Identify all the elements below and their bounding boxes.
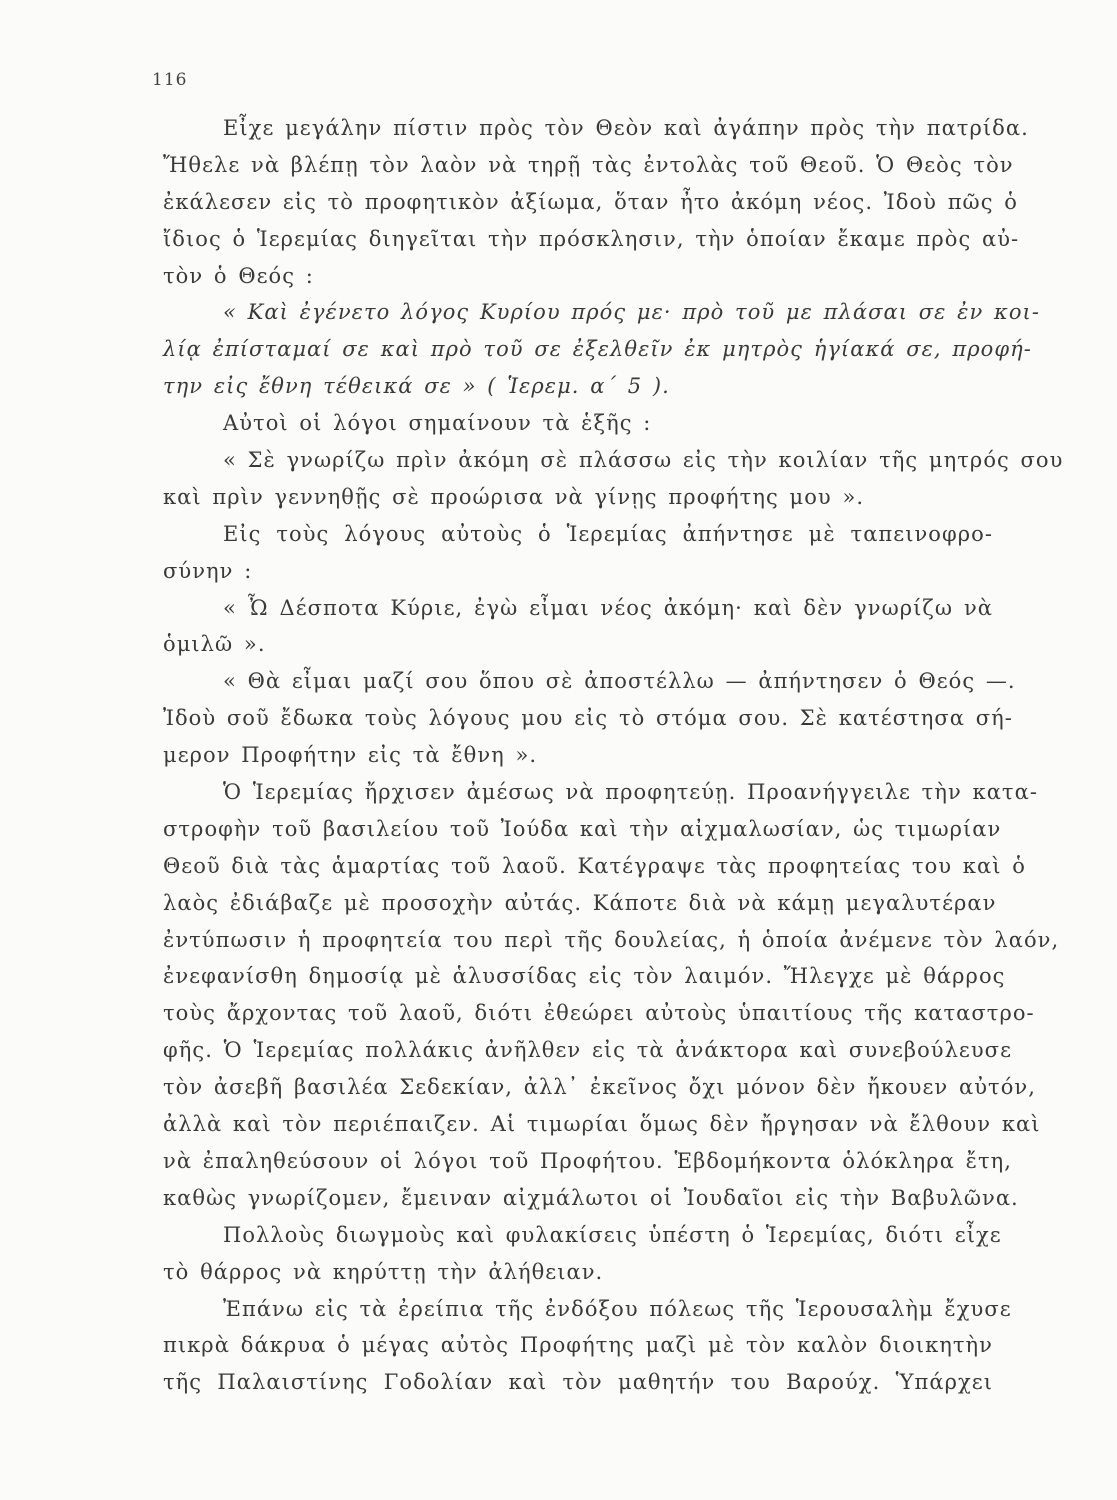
quote-line: λίᾳ ἐπίσταμαί σε καὶ πρὸ τοῦ σε ἐξελθεῖν ἐκ μητρὸς ἡγίακά σε, προφή- <box>163 337 1032 362</box>
text-line: Ἰδοὺ σοῦ ἔδωκα τοὺς λόγους μου εἰς τὸ στόμα σου. Σὲ κατέστησα σή- <box>163 706 1013 731</box>
text-line: νὰ ἐπαληθεύσουν οἱ λόγοι τοῦ Προφήτου. Ἑβδομήκοντα ὁλόκληρα ἔτη, <box>163 1148 1013 1173</box>
text-line: Ὁ Ἱερεμίας ἤρχισεν ἀμέσως νὰ προφητεύῃ. Προανήγγειλε τὴν κατα- <box>223 780 1038 805</box>
text-line: τὸν ὁ Θεός : <box>163 263 314 288</box>
page-number: 116 <box>152 70 188 90</box>
body-text <box>163 110 1064 1401</box>
text-line: τὸν ἀσεβῆ βασιλέα Σεδεκίαν, ἀλλ᾽ ἐκεῖνος ὄχι μόνον δὲν ἤκουεν αὐτόν, <box>163 1075 1036 1100</box>
text-line: λαὸς ἐδιάβαζε μὲ προσοχὴν αὐτάς. Κάποτε διὰ νὰ κάμῃ μεγαλυτέραν <box>163 890 997 915</box>
text-line: Εἰς τοὺς λόγους αὐτοὺς ὁ Ἱερεμίας ἀπήντησε μὲ ταπεινοφρο- <box>223 521 993 546</box>
text-line: φῆς. Ὁ Ἱερεμίας πολλάκις ἀνῆλθεν εἰς τὰ ἀνάκτορα καὶ συνεβούλευσε <box>163 1038 1012 1063</box>
text-line: « Σὲ γνωρίζω πρὶν ἀκόμη σὲ πλάσσω εἰς τὴν κοιλίαν τῆς μητρός σου <box>223 448 1064 473</box>
text-line: πικρὰ δάκρυα ὁ μέγας αὐτὸς Προφήτης μαζὶ μὲ τὸν καλὸν διοικητὴν <box>163 1333 993 1358</box>
text-line: « Θὰ εἶμαι μαζί σου ὅπου σὲ ἀποστέλλω — ἀπήντησεν ὁ Θεός —. <box>223 669 1016 694</box>
text-line: ἐκάλεσεν εἰς τὸ προφητικὸν ἀξίωμα, ὅταν ἦτο ἀκόμη νέος. Ἰδοὺ πῶς ὁ <box>163 189 1018 214</box>
text-line: ἐντύπωσιν ἡ προφητεία του περὶ τῆς δουλείας, ἡ ὁποία ἀνέμενε τὸν λαόν, <box>163 927 1060 952</box>
text-line: καθὼς γνωρίζομεν, ἔμειναν αἰχμάλωτοι οἱ Ἰουδαῖοι εἰς τὴν Βαβυλῶνα. <box>163 1185 1019 1210</box>
text-line: ὁμιλῶ ». <box>163 632 266 657</box>
text-line: ἴδιος ὁ Ἱερεμίας διηγεῖται τὴν πρόσκλησιν, τὴν ὁποίαν ἔκαμε πρὸς αὐ- <box>163 226 1020 251</box>
text-line: « Ὦ Δέσποτα Κύριε, ἐγὼ εἶμαι νέος ἀκόμη· καὶ δὲν γνωρίζω νὰ <box>223 595 993 620</box>
text-line: Πολλοὺς διωγμοὺς καὶ φυλακίσεις ὑπέστη ὁ Ἱερεμίας, διότι εἶχε <box>223 1222 1002 1247</box>
quote-line: την εἰς ἔθνη τέθεικά σε » ( Ἱερεμ. α΄ 5 ). <box>163 374 670 399</box>
text-line: Ἤθελε νὰ βλέπῃ τὸν λαὸν νὰ τηρῇ τὰς ἐντολὰς τοῦ Θεοῦ. Ὁ Θεὸς τὸν <box>163 152 1014 177</box>
text-line: Θεοῦ διὰ τὰς ἁμαρτίας τοῦ λαοῦ. Κατέγραψε τὰς προφητείας του καὶ ὁ <box>163 853 1026 878</box>
text-line: τῆς Παλαιστίνης Γοδολίαν καὶ τὸν μαθητήν του Βαρούχ. Ὑπάρχει <box>163 1370 993 1395</box>
text-line: τοὺς ἄρχοντας τοῦ λαοῦ, διότι ἐθεώρει αὐτοὺς ὑπαιτίους τῆς καταστρο- <box>163 1001 1035 1026</box>
text-line: Αὐτοὶ οἱ λόγοι σημαίνουν τὰ ἑξῆς : <box>223 411 652 436</box>
text-line: τὸ θάρρος νὰ κηρύττῃ τὴν ἀλήθειαν. <box>163 1259 604 1284</box>
text-line: καὶ πρὶν γεννηθῇς σὲ προώρισα νὰ γίνῃς προφήτης μου ». <box>163 484 865 509</box>
text-line: μερον Προφήτην εἰς τὰ ἔθνη ». <box>163 743 538 768</box>
text-line: Ἐπάνω εἰς τὰ ἐρείπια τῆς ἐνδόξου πόλεως τῆς Ἱερουσαλὴμ ἔχυσε <box>223 1296 1012 1321</box>
text-line: στροφὴν τοῦ βασιλείου τοῦ Ἰούδα καὶ τὴν αἰχμαλωσίαν, ὡς τιμωρίαν <box>163 816 1002 841</box>
text-line: ἐνεφανίσθη δημοσίᾳ μὲ ἁλυσσίδας εἰς τὸν λαιμόν. Ἤλεγχε μὲ θάρρος <box>163 964 1006 989</box>
text-line: σύνην : <box>163 558 253 583</box>
quote-line: « Καὶ ἐγένετο λόγος Κυρίου πρός με· πρὸ τοῦ με πλάσαι σε ἐν κοι- <box>223 300 1040 325</box>
text-line: ἀλλὰ καὶ τὸν περιέπαιζεν. Αἱ τιμωρίαι ὅμως δὲν ἤργησαν νὰ ἔλθουν καὶ <box>163 1112 1041 1137</box>
text-line: Εἶχε μεγάλην πίστιν πρὸς τὸν Θεὸν καὶ ἀγάπην πρὸς τὴν πατρίδα. <box>223 116 1029 140</box>
